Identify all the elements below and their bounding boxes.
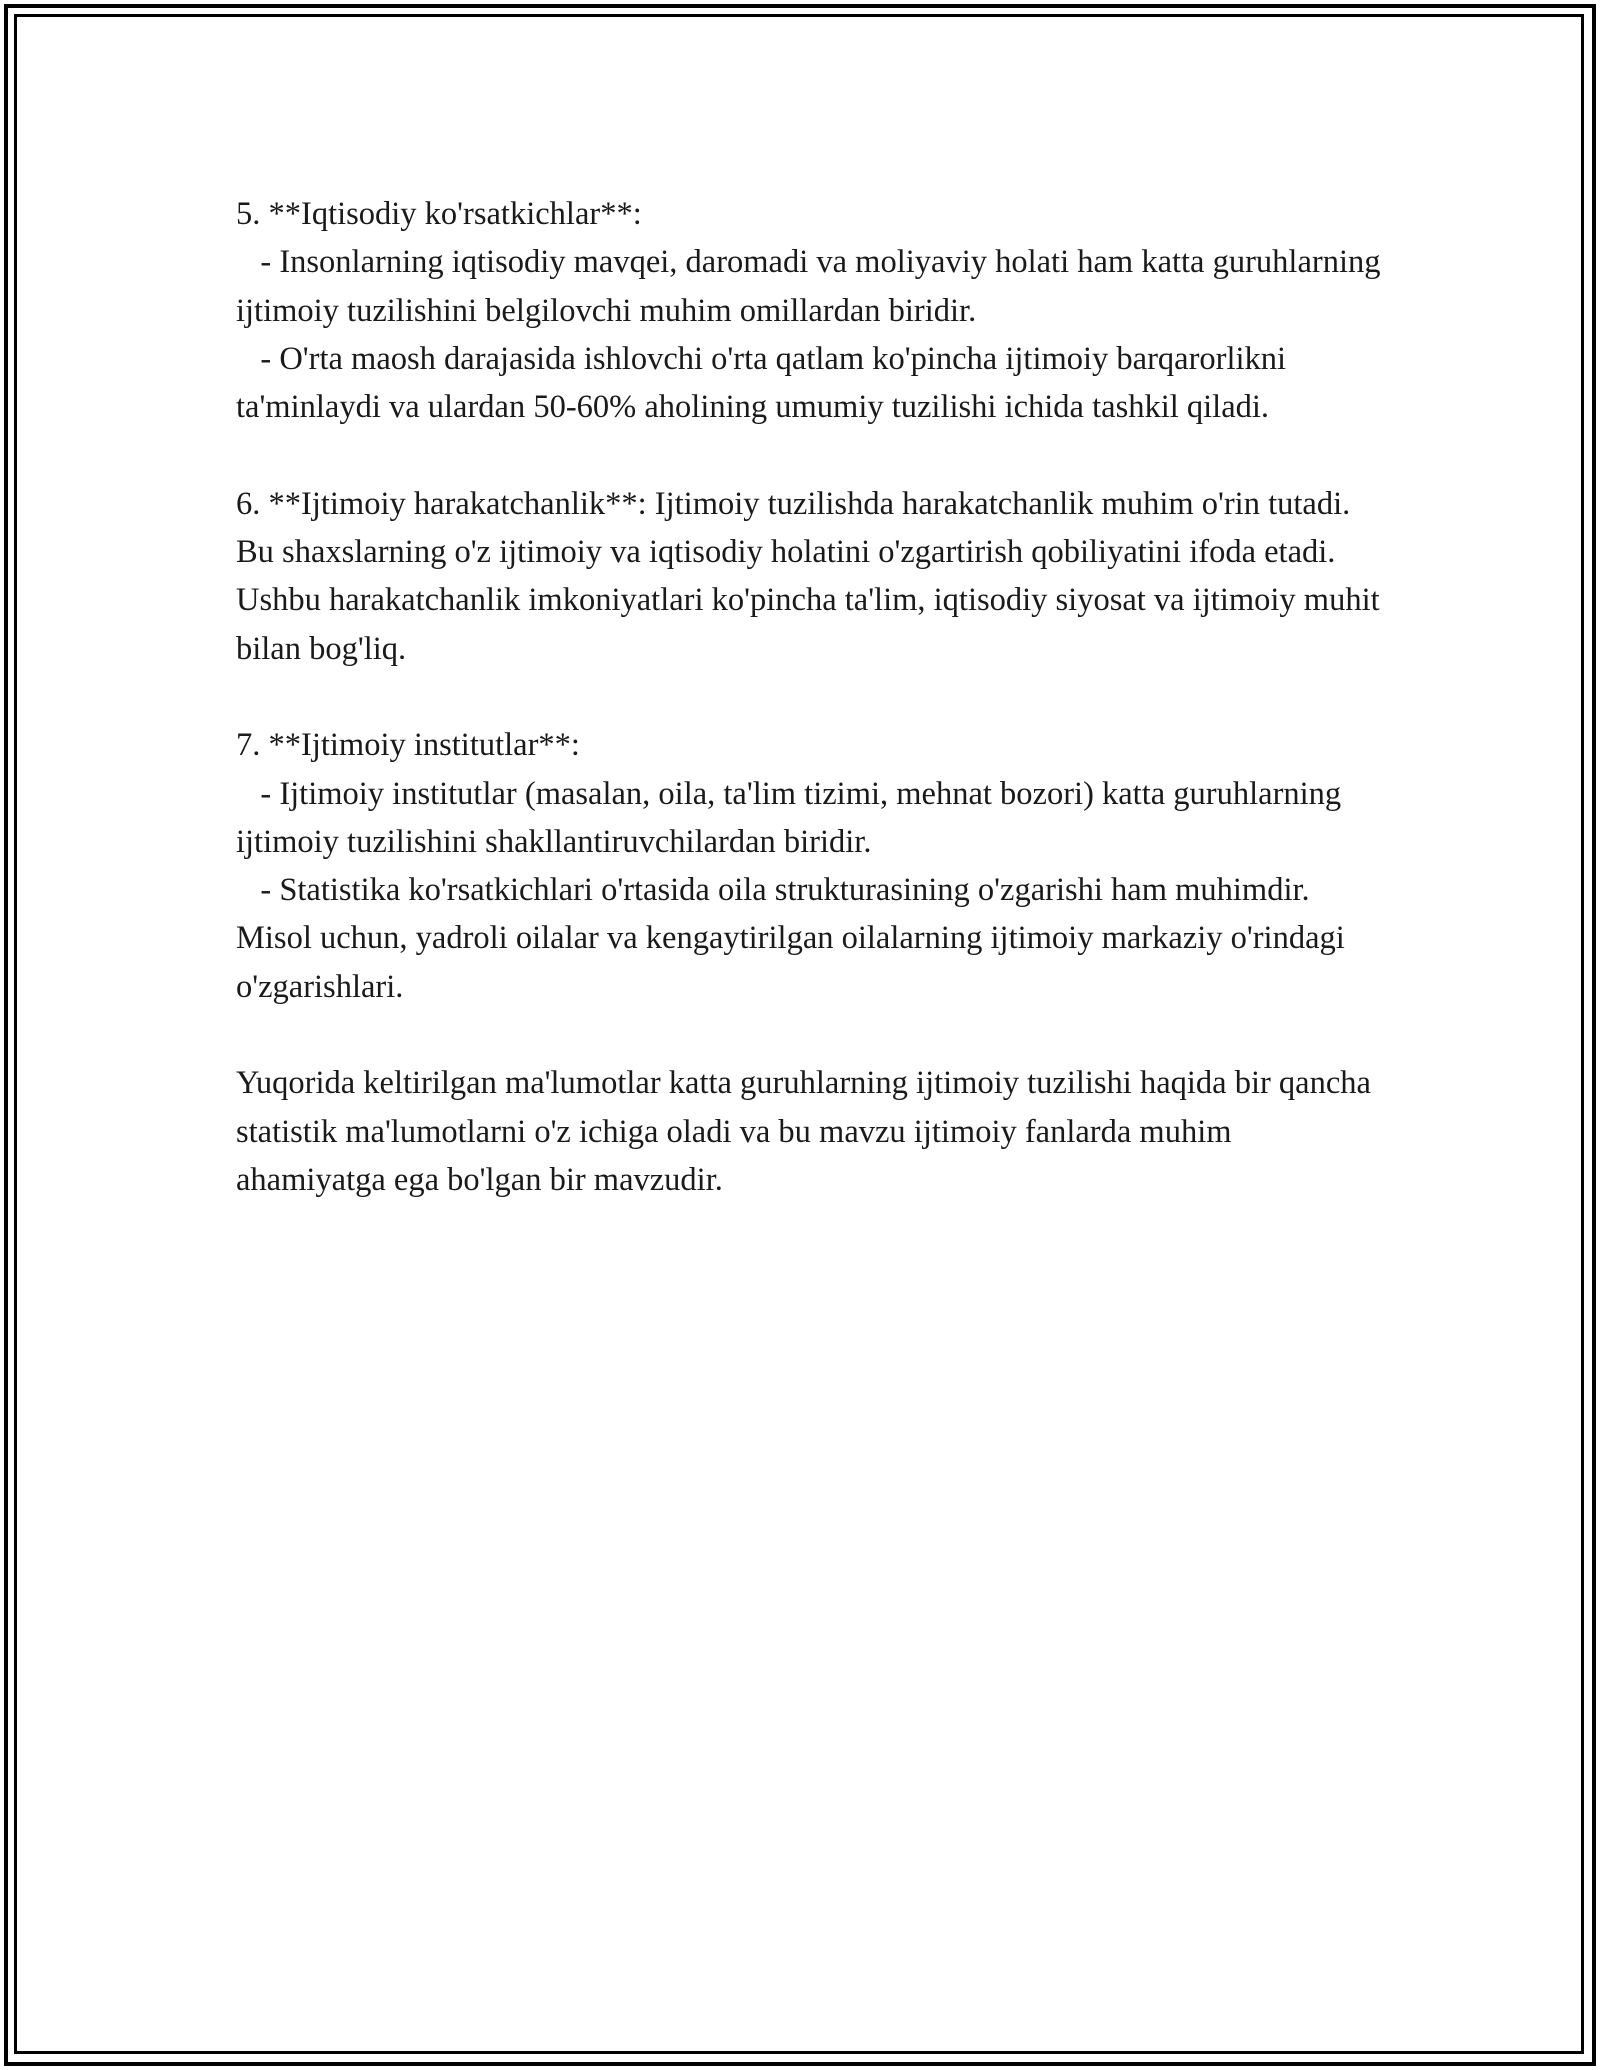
paragraph-spacer	[236, 431, 1386, 479]
paragraph-spacer	[236, 673, 1386, 721]
document-body	[236, 190, 1389, 1204]
section-6-paragraph: 6. **Ijtimoiy harakatchanlik**: Ijtimoiy tuzilishda harakatchanlik muhim o'rin tutadi. Bu shaxslarning o'z ijtimoiy va iqtisodiy holatini o'zgartirish qobiliyatini ifoda etadi. Ushbu harakatchanlik imkoniyatlari ko'pincha ta'lim, iqtisodiy siyosat va ijtimoiy muhit bilan bog'liq.	[236, 485, 1388, 667]
section-5-bullet-1: - Insonlarning iqtisodiy mavqei, daromadi va moliyaviy holati ham katta guruhlarning ijtimoiy tuzilishini belgilovchi muhim omillardan biridir.	[236, 244, 1389, 329]
section-5-heading: 5. **Iqtisodiy ko'rsatkichlar**:	[236, 196, 642, 232]
section-7-heading: 7. **Ijtimoiy institutlar**:	[236, 727, 580, 764]
conclusion-paragraph: Yuqorida keltirilgan ma'lumotlar katta guruhlarning ijtimoiy tuzilishi haqida bir qancha statistik ma'lumotlarni o'z ichiga oladi va bu mavzu ijtimoiy fanlarda muhim ahamiyatga ega bo'lgan bir mavzudir.	[236, 1065, 1380, 1198]
paragraph-spacer	[236, 1011, 1386, 1059]
section-7-bullet-1: - Ijtimoiy institutlar (masalan, oila, ta'lim tizimi, mehnat bozori) katta guruhlarning ijtimoiy tuzilishini shakllantiruvchilardan biridir.	[236, 775, 1350, 860]
section-7-bullet-2: - Statistika ko'rsatkichlari o'rtasida oila strukturasining o'zgarishi ham muhimdir. Misol uchun, yadroli oilalar va kengaytirilgan oilalarning ijtimoiy markaziy o'rindagi o'zgarishlari.	[236, 872, 1353, 1005]
section-5-bullet-2: - O'rta maosh darajasida ishlovchi o'rta qatlam ko'pincha ijtimoiy barqarorlikni ta'minlaydi va ulardan 50-60% aholining umumiy tuzilishi ichida tashkil qiladi.	[236, 340, 1295, 426]
